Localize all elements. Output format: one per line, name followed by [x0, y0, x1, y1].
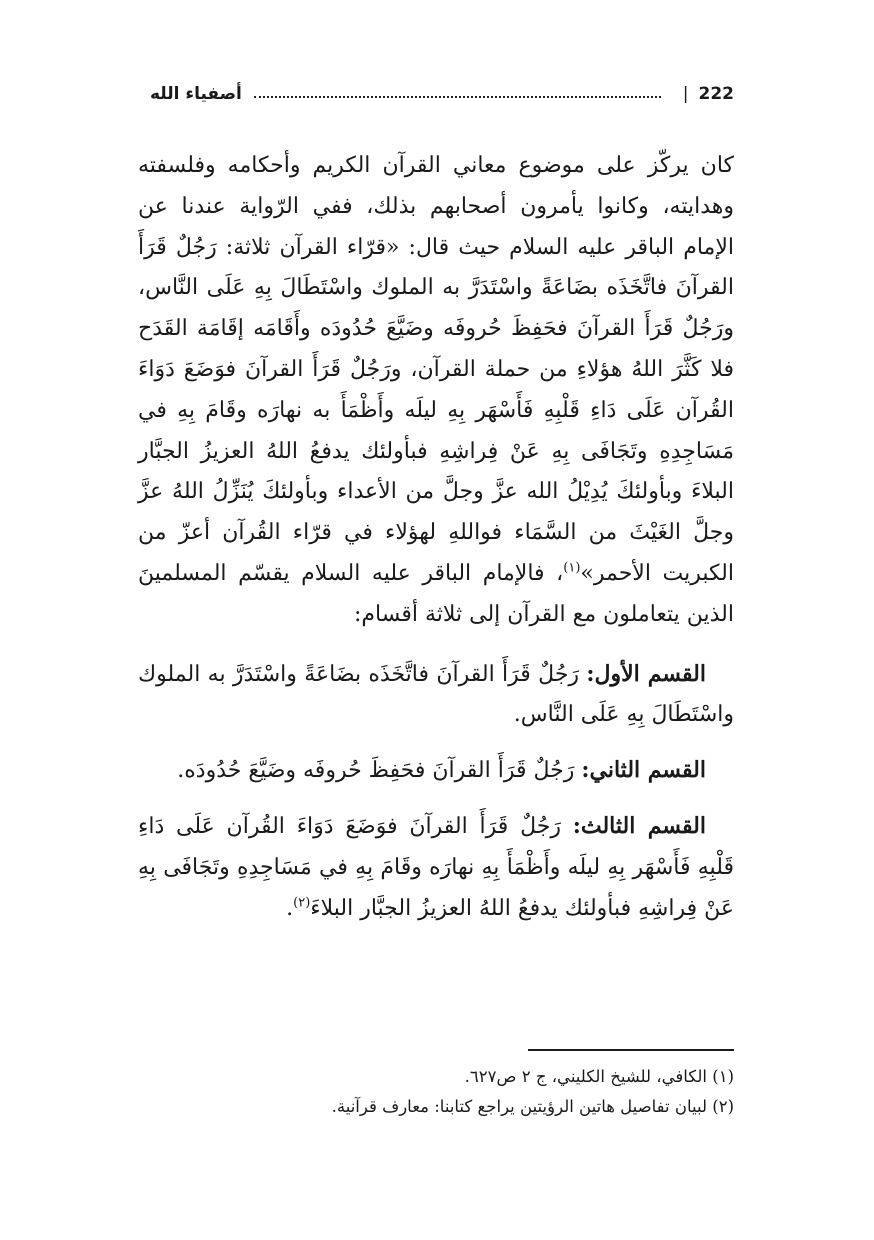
footnote-ref-1: (١) — [563, 560, 581, 576]
section-3-label: القسم الثالث: — [572, 812, 706, 839]
footnotes — [138, 1062, 734, 1122]
header-separator: | — [682, 84, 689, 104]
footnote-1: (١) الكافي، للشيخ الكليني، ج ٢ ص٦٢٧. — [464, 1067, 734, 1086]
section-1 — [138, 654, 734, 737]
main-paragraph-tail: ، فالإمام الباقر عليه السلام يقسّم المسلمينَ الذين يتعاملون مع القرآن إلى ثلاثة أقسام: — [138, 560, 734, 627]
footnote-ref-2: (٢) — [293, 895, 311, 911]
section-2 — [138, 750, 734, 792]
main-paragraph — [138, 146, 734, 636]
header-dotted-leader — [254, 96, 661, 98]
page-number: 222 — [698, 84, 734, 104]
section-3 — [138, 806, 734, 929]
section-2-text: رَجُلٌ قَرَأَ القرآنَ فحَفِظَ حُروفَه وضَيَّعَ حُدُودَه. — [177, 758, 582, 784]
main-paragraph-text: كان يركّز على موضوع معاني القرآن الكريم وأحكامه وفلسفته وهدايته، وكانوا يأمرون أصحابهم بذلك، ففي الرّواية عندنا عن الإمام الباقر عليه السلام حيث قال: «قرّاء القرآن ثلاثة: رَجُلٌ قَرَأَ القرآنَ فاتَّخَذَه بضَاعَةً واسْتَدَرَّ به الملوك واسْتَطَالَ بِهِ عَلَى النَّاس، ورَجُلٌ قَرَأَ القرآنَ فحَفِظَ حُروفَه وضَيَّعَ حُدُودَه وأَقَامَه إقَامَة القَدَح فلا كَثَّرَ اللهُ هؤلاءِ من حملة القرآن، ورَجُلٌ قَرَأَ القرآنَ فوَضَعَ دَوَاءَ القُرآن عَلَى دَاءِ قَلْبِهِ فَأَسْهَر بِهِ ليلَه وأَظْمَأَ به نهارَه وقَامَ بِهِ في مَسَاجِدِهِ وتَجَافَى بِهِ عَنْ فِراشِهِ فبأولئك يدفعُ اللهُ العزيزُ الجبَّار البلاءَ وبأولئكَ يُدِيْلُ الله عزَّ وجلَّ من الأعداء وبأولئكَ يُنَزِّلُ اللهُ عزَّ وجلَّ الغَيْثَ من السَّمَاء فواللهِ لهؤلاء في قرّاء القُرآن أعزّ من الكبريت الأحمر» — [138, 153, 734, 586]
page-header — [150, 76, 734, 112]
section-1-text: رَجُلٌ قَرَأَ القرآنَ فاتَّخَذَه بضَاعَةً واسْتَدَرَّ به الملوك واسْتَطَالَ بِهِ عَلَى النَّاس. — [138, 661, 734, 728]
footnote-divider — [528, 1049, 734, 1051]
section-3-text: رَجُلٌ قَرَأَ القرآنَ فوَضَعَ دَوَاءَ القُرآن عَلَى دَاءِ قَلْبِهِ فَأَسْهَر بِهِ ليلَه وأَظْمَأَ بِهِ نهارَه وقَامَ بِهِ في مَسَاجِدِهِ وتَجَافَى بِهِ عَنْ فِراشِهِ فبأولئك يدفعُ اللهُ العزيزُ الجبَّار البلاءَ — [138, 813, 734, 921]
section-2-label: القسم الثاني: — [581, 757, 706, 784]
section-1-label: القسم الأول: — [586, 660, 706, 687]
section-3-tail: . — [286, 895, 294, 921]
page-body — [138, 146, 734, 929]
book-title: أصفياء الله — [150, 84, 242, 104]
footnote-2: (٢) لبيان تفاصيل هاتين الرؤيتين يراجع كتابنا: معارف قرآنية. — [331, 1097, 734, 1116]
